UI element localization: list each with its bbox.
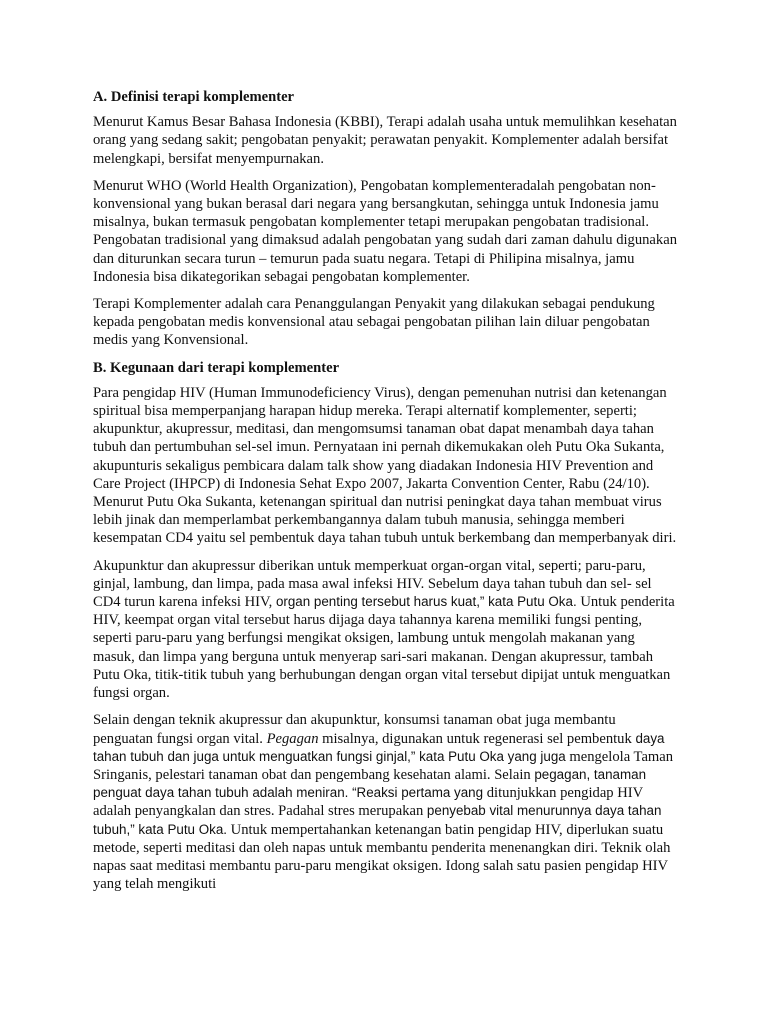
paragraph-2-part-b: organ penting tersebut harus kuat,” kata Putu Oka.	[275, 594, 577, 610]
document-body	[93, 88, 679, 893]
paragraph-3-part-g: penyebab vital menurunnya daya tahan tubuh,” kata Putu Oka.	[93, 803, 662, 837]
section-b-heading: B. Kegunaan dari terapi komplementer	[93, 359, 340, 376]
paragraph-3-part-d: mengelola Taman Sringanis, pelestari tanaman obat dan pengembang kesehatan alami. Selain	[93, 748, 674, 783]
paragraph-3-part-h: Untuk mempertahankan ketenangan batin pengidap HIV, diperlukan suatu metode, seperti meditasi dan oleh napas untuk membantu penderita menenangkan diri. Teknik olah napas saat meditasi membantu paru-paru mengikat oksigen. Idong salah satu pasien pengidap HIV yang telah mengikuti	[93, 821, 671, 893]
paragraph-3-italic: Pegagan	[266, 730, 319, 747]
section-b-paragraph-2	[93, 557, 679, 703]
paragraph-2-part-a: Akupunktur dan akupressur diberikan untuk memperkuat organ-organ vital, seperti; paru-paru, ginjal, lambung, dan limpa, pada masa awal infeksi HIV. Sebelum daya tahan tubuh dan sel- sel CD4 turun karena infeksi HIV,	[93, 557, 652, 611]
paragraph-2-part-c: Untuk penderita HIV, keempat organ vital tersebut harus dijaga daya tahannya karena memiliki fungsi penting, seperti paru-paru yang berfungsi mengikat oksigen, lambung untuk mengolah makanan yang masuk, dan limpa yang berguna untuk menyerap sari-sari makanan. Dengan akupressur, tambah Putu Oka, titik-titik tubuh yang berhubungan dengan organ vital tersebut dipijat untuk menguatkan fungsi organ.	[93, 594, 675, 702]
section-a-paragraph-1: Menurut Kamus Besar Bahasa Indonesia (KBBI), Terapi adalah usaha untuk memulihkan kesehatan orang yang sedang sakit; pengobatan penyakit; perawatan penyakit. Komplementer adalah bersifat melengkapi, bersifat menyempurnakan.	[93, 114, 677, 167]
section-b-paragraph-1: Para pengidap HIV (Human Immunodeficiency Virus), dengan pemenuhan nutrisi dan ketenangan spiritual bisa memperpanjang harapan hidup mereka. Terapi alternatif komplementer, seperti; akupunktur, akupressur, meditasi, dan mengomsumsi tanaman obat dapat menambah daya tahan tubuh dan pertumbuhan sel-sel imun. Pernyataan ini pernah dikemukakan oleh Putu Oka Sukanta, akupunturis sekaligus pembicara dalam talk show yang diadakan Indonesia HIV Prevention and Care Project (IHPCP) di Indonesia Sehat Expo 2007, Jakarta Convention Center, Rabu (24/10). Menurut Putu Oka Sukanta, ketenangan spiritual dan nutrisi peningkat daya tahan membuat virus lebih jinak dan memperlambat perkembangannya dalam tubuh manusia, sehingga memberi kesempatan CD4 yaitu sel pembentuk daya tahan tubuh untuk berkembang dan memperbanyak diri.	[93, 384, 677, 547]
section-a-paragraph-2: Menurut WHO (World Health Organization), Pengobatan komplementeradalah pengobatan non-konvensional yang bukan berasal dari negara yang bersangkutan, sehingga untuk Indonesia jamu misalnya, bukan termasuk pengobatan komplementer tetapi merupakan pengobatan tradisional. Pengobatan tradisional yang dimaksud adalah pengobatan yang sudah dari zaman dahulu digunakan dan diturunkan secara turun – temurun pada suatu negara. Tetapi di Philipina misalnya, jamu Indonesia bisa dikategorikan sebagai pengobatan komplementer.	[93, 177, 677, 285]
section-a-heading: A. Definisi terapi komplementer	[93, 89, 295, 105]
paragraph-3-part-a: Selain dengan teknik akupressur dan akupunktur, konsumsi tanaman obat juga membantu penguatan fungsi organ vital.	[93, 712, 616, 747]
paragraph-3-part-f: ditunjukkan pengidap HIV adalah penyangkalan dan stres. Padahal stres merupakan	[93, 785, 643, 820]
paragraph-3-part-b: misalnya, digunakan untuk regenerasi sel pembentuk	[318, 730, 636, 747]
section-a-paragraph-3: Terapi Komplementer adalah cara Penanggulangan Penyakit yang dilakukan sebagai pendukung kepada pengobatan medis konvensional atau sebagai pengobatan pilihan lain diluar pengobatan medis yang Konvensional.	[93, 296, 655, 349]
paragraph-3-part-e: pegagan, tanaman penguat daya tahan tubuh adalah meniran. “Reaksi pertama yang	[93, 766, 647, 801]
section-b-paragraph-3	[93, 711, 679, 893]
paragraph-3-part-c: daya tahan tubuh dan juga untuk menguatkan fungsi ginjal,” kata Putu Oka yang juga	[93, 730, 665, 764]
